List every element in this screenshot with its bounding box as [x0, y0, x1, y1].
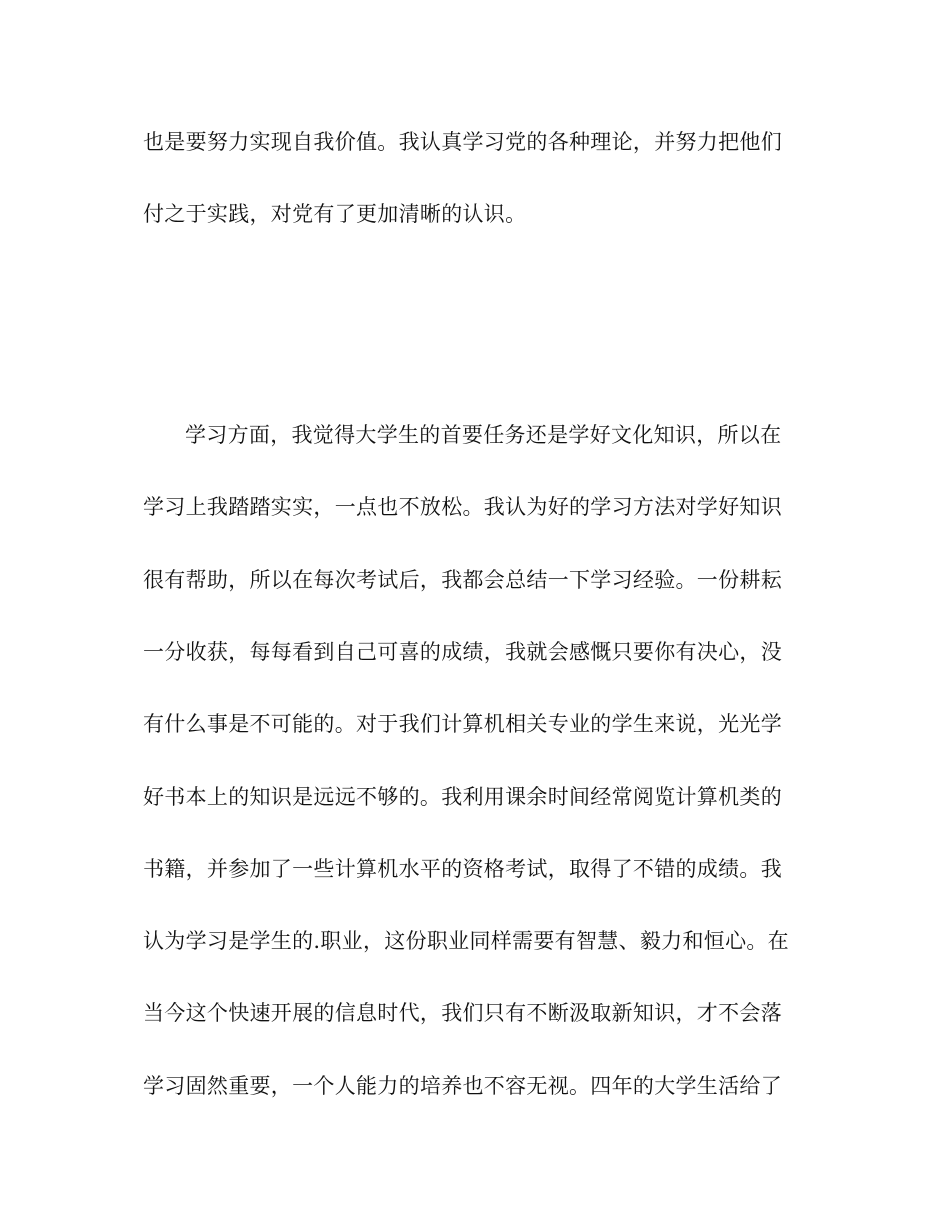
- paragraph-2-line-1: 学习方面，我觉得大学生的首要任务还是学好文化知识，所以在: [185, 423, 782, 447]
- paragraph-2-line-2: 学习上我踏踏实实，一点也不放松。我认为好的学习方法对学好知识: [143, 495, 782, 519]
- paragraph-2-line-10: 学习固然重要，一个人能力的培养也不容无视。四年的大学生活给了: [143, 1074, 782, 1098]
- paragraph-2-line-3: 很有帮助，所以在每次考试后，我都会总结一下学习经验。一份耕耘: [143, 568, 782, 592]
- paragraph-2-line-5: 有什么事是不可能的。对于我们计算机相关专业的学生来说，光光学: [143, 712, 782, 736]
- paragraph-2-line-9: 当今这个快速开展的信息时代，我们只有不断汲取新知识，才不会落: [143, 1001, 782, 1025]
- paragraph-2-line-8: 认为学习是学生的.职业，这份职业同样需要有智慧、毅力和恒心。在: [143, 929, 789, 953]
- paragraph-1-line-2: 付之于实践，对党有了更加清晰的认识。: [143, 202, 527, 226]
- paragraph-2-line-7: 书籍，并参加了一些计算机水平的资格考试，取得了不错的成绩。我: [143, 857, 782, 881]
- paragraph-2-line-6: 好书本上的知识是远远不够的。我利用课余时间经常阅览计算机类的: [143, 785, 782, 809]
- paragraph-2-line-4: 一分收获，每每看到自己可喜的成绩，我就会感慨只要你有决心，没: [143, 640, 782, 664]
- paragraph-1-line-1: 也是要努力实现自我价值。我认真学习党的各种理论，并努力把他们: [143, 130, 782, 154]
